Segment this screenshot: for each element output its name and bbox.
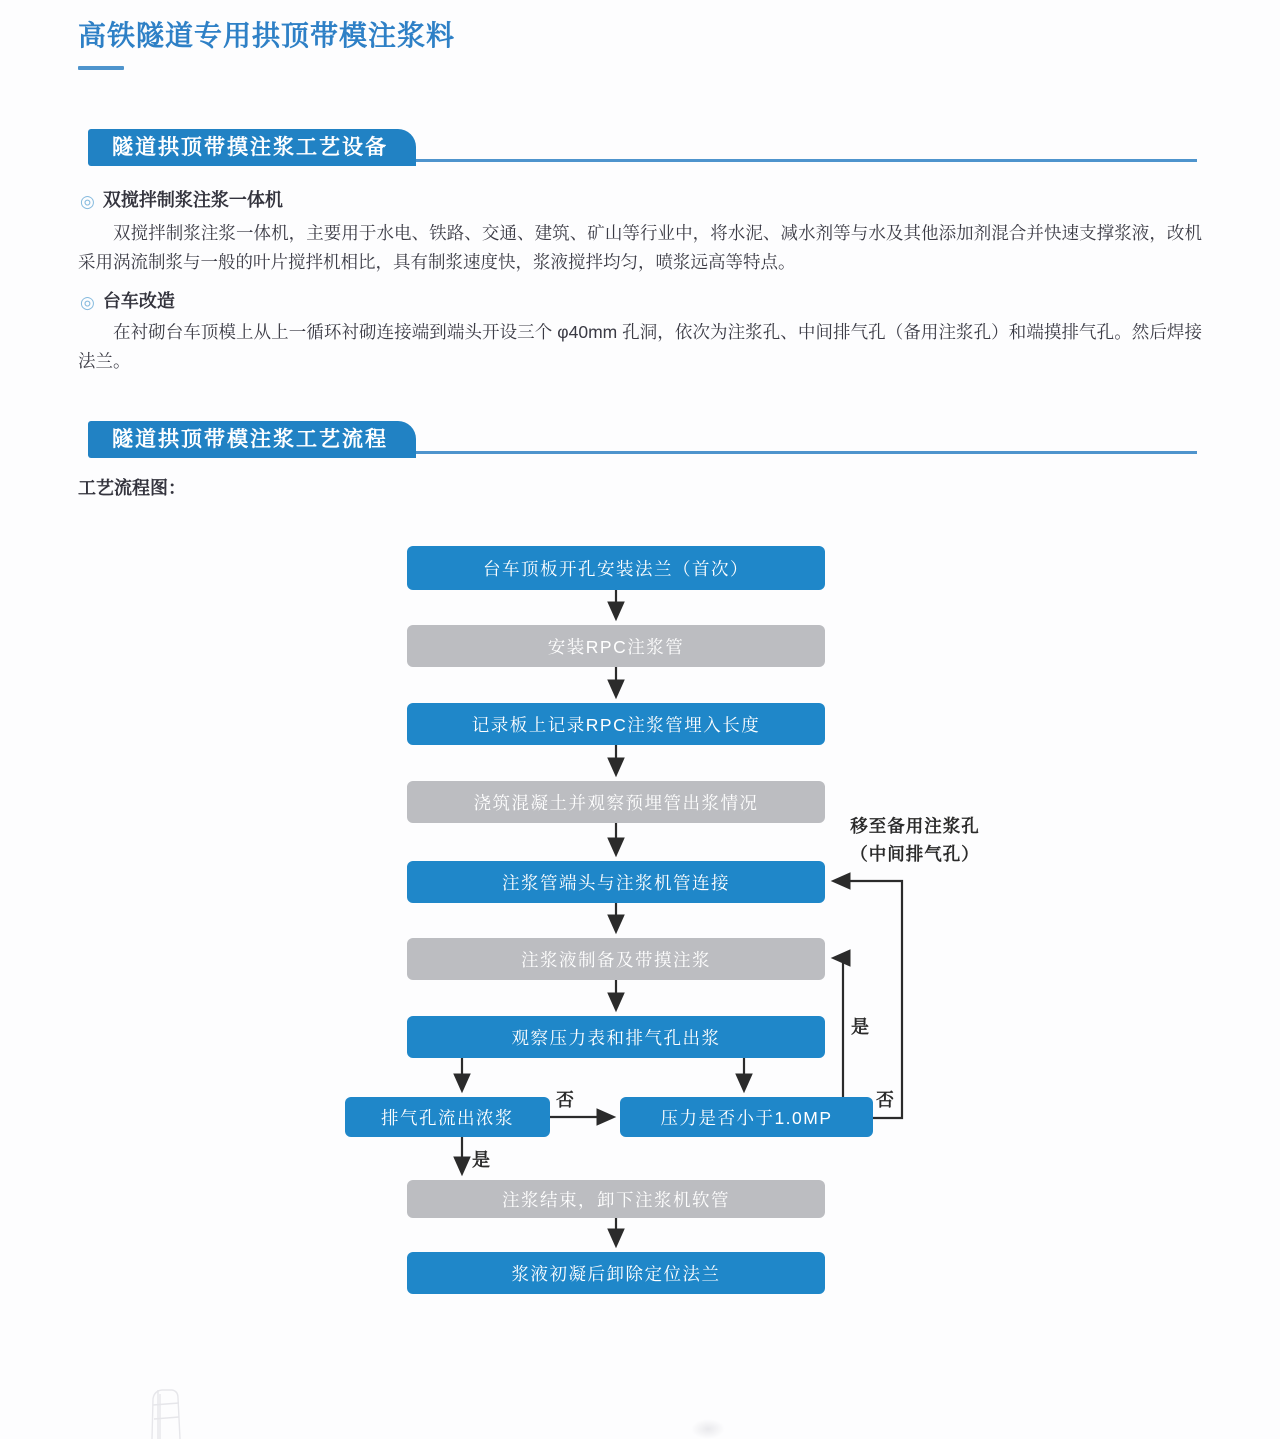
flowchart-caption: 工艺流程图： [78,478,186,498]
edge-label-no-between: 否 [556,1090,574,1110]
flow-step-drill-flange: 台车顶板开孔安装法兰（首次） [407,546,825,590]
page-title: 高铁隧道专用拱顶带模注浆料 [78,20,456,51]
flow-step-pour-concrete: 浇筑混凝土并观察预埋管出浆情况 [407,781,825,823]
title-underline [78,66,124,70]
flow-step-connect-machine: 注浆管端头与注浆机管连接 [407,861,825,903]
flow-step-install-rpc-pipe: 安装RPC注浆管 [407,625,825,667]
loop-annotation [838,812,992,868]
paragraph-mixer-description: 双搅拌制浆注浆一体机，主要用于水电、铁路、交通、建筑、矿山等行业中，将水泥、减水剂等与水及其他添加剂混合并快速支撑浆液，改机采用涡流制浆与一般的叶片搅拌机相比，具有制浆速度快，浆液搅拌均匀，喷浆远高等特点。 [78,223,1202,272]
bullet-item-trolley [80,287,175,313]
section-equipment-ribbon: 隧道拱顶带摸注浆工艺设备 [88,129,416,166]
loop-annotation-line1: 移至备用注浆孔 [850,816,980,836]
footer-smudge [691,1419,725,1439]
flow-decision-vent-slurry: 排气孔流出浓浆 [345,1097,550,1137]
section-process-ribbon: 隧道拱顶带模注浆工艺流程 [88,421,416,458]
edge-label-yes-down: 是 [472,1150,490,1170]
bullet-label: 台车改造 [102,291,175,311]
edge-label-yes-loop: 是 [851,1017,869,1037]
flow-step-remove-flange: 浆液初凝后卸除定位法兰 [407,1252,825,1294]
building-watermark-sketch [138,1385,200,1439]
bullet-label: 双搅拌制浆注浆一体机 [102,190,283,210]
flow-step-prepare-grout: 注浆液制备及带摸注浆 [407,938,825,980]
ring-bullet-icon: ◎ [80,192,95,211]
section-equipment-header [0,129,1280,169]
process-flowchart [0,520,1280,1340]
flow-decision-pressure: 压力是否小于1.0MP [620,1097,873,1137]
flow-step-record-length: 记录板上记录RPC注浆管埋入长度 [407,703,825,745]
edge-label-no-loop: 否 [876,1090,894,1110]
section-process-header [0,421,1280,461]
bullet-item-mixer [80,186,283,212]
ring-bullet-icon: ◎ [80,293,95,312]
flow-step-finish-detach: 注浆结束，卸下注浆机软管 [407,1180,825,1218]
loop-annotation-line2: （中间排气孔） [850,844,980,864]
flow-step-observe-pressure: 观察压力表和排气孔出浆 [407,1016,825,1058]
paragraph-trolley-description: 在衬砌台车顶模上从上一循环衬砌连接端到端头开设三个 φ40mm 孔洞，依次为注浆孔、中间排气孔（备用注浆孔）和端摸排气孔。然后焊接法兰。 [78,322,1202,371]
